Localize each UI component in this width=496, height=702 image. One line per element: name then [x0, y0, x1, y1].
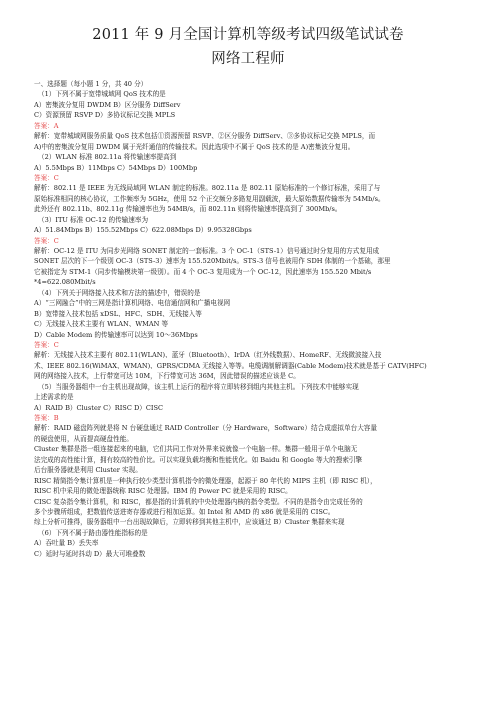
text-line: 原始标准相同的核心协议，工作频率为 5GHz，使用 52 个正交频分多路复用副载波，最大原始数据传输率为 54Mb/s。	[34, 194, 385, 203]
text-line: 解析：802.11 是 IEEE 为无线局域网 WLAN 制定的标准。802.11a 是 802.11 原始标准的一个修订标准，采用了与	[34, 184, 381, 193]
text-line: A）吞吐量 B）丢失率	[34, 539, 99, 548]
text-line: 后台服务器就是利用 Cluster 实现。	[34, 466, 142, 475]
question-line: （4）下列关于网络接入技术和方法的描述中，错误的是	[38, 288, 201, 297]
answer-line: 答案：B	[34, 414, 59, 422]
question-line: （3）ITU 标准 OC-12 的传输速率为	[38, 215, 149, 224]
text-line: 多个步骤所组成，把数值传送进寄存器或进行相加运算。如 Intel 和 AMD 的 x86 就是采用的 CISC。	[34, 507, 335, 516]
text-line: *4=622.080Mbit/s	[34, 278, 96, 287]
document-subtitle: 网络工程师	[211, 51, 285, 67]
text-line: 解析：OC-12 是 ITU 为同步光网络 SONET 制定的一套标准。3 个 OC-1（STS-1）信号通过时分复用的方式复用成	[34, 247, 380, 255]
answer-line: 答案：C	[34, 173, 59, 182]
text-line: A)中的密集波分复用 DWDM 属于光纤通信的传输技术。因此选项中不属于 QoS 技术的是 A)密集波分复用。	[34, 142, 355, 151]
text-line: 解析：RAID 磁盘阵列就是将 N 台硬盘通过 RAID Controller（分 Hardware，Software）结合成虚拟单台大容量	[34, 424, 377, 433]
text-line: 术、IEEE 802.16(WiMAX、WMAN)、GPRS/CDMA 无线接入等等。电缆调制解调器(Cable Modem)技术就是基于 CATV(HFC)	[34, 361, 427, 370]
text-line: C）资源预留 RSVP D）多协议标记交换 MPLS	[34, 111, 176, 120]
text-line: A）51.84Mbps B）155.52Mbps C）622.08Mbps D）9.95328Gbps	[34, 226, 252, 235]
text-line: A）5.5Mbps B）11Mbps C）54Mbps D）100Mbp	[34, 163, 198, 172]
text-line: D）Cable Modem 的传输速率可以达到 10～36Mbps	[34, 330, 198, 339]
question-line: （6）下列不属于路由器性能指标的是	[38, 528, 148, 537]
text-line: 解析：无线接入技术主要有 802.11(WLAN)、蓝牙（Bluetooth）、IrDA（红外线数据）、HomeRF、无线微波接入技	[34, 351, 382, 360]
question-line: （2）WLAN 标准 802.11a 将传输速率提高到	[38, 153, 177, 162]
text-line: RISC 机中采用的微处理器统称 RISC 处理器。IBM 的 Power PC 就是采用的 RISC。	[34, 487, 292, 496]
text-line: 它被指定为 STM-1（同步传输模块第一级别）。而 4 个 OC-3 复用成为一个 OC-12，因此速率为 155.520 Mbit/s	[34, 267, 372, 276]
question-line: （1）下列不属于宽带城域网 QoS 技术的是	[38, 90, 166, 99]
text-line: 的硬盘使用，从而提高硬盘性能。	[34, 434, 133, 443]
text-line: RISC 精简指令集计算机是一种执行较少类型计算机指令的微处理器，起源于 80 年代的 MIPS 主机（即 RISC 机），	[34, 476, 377, 485]
text-line: C）延时与延时抖动 D）最大可堆叠数	[34, 549, 146, 558]
text-line: Cluster 集群是指一组连接起来的电脑，它们共同工作对外界来说就像一个电脑一样。集群一般用于单个电脑无	[34, 445, 358, 454]
text-line: 此外还有 802.11b、802.11g 传输速率也为 54MB/s，而 802.11n 则将传输速率提高到了 300Mb/s。	[34, 205, 342, 214]
text-line: 一、选择题（每小题 1 分，共 40 分）	[34, 80, 148, 88]
answer-line: 答案：C	[34, 236, 59, 245]
text-line: CISC 复杂指令集计算机，和 RISC，都是指的计算机的中央处理器内核的指令类型。不同的是指令由完成任务的	[34, 497, 363, 506]
text-line: 解析：宽带城域网服务质量 QoS 技术包括①资源预留 RSVP、②区分服务 DiffServ、③多协议标记交换 MPLS，而	[34, 132, 376, 141]
text-line: A）密集波分复用 DWDM B）区分服务 DiffServ	[34, 100, 181, 109]
text-line: 网的网络接入技术，上行带宽可达 10M，下行带宽可达 36M，因此错误的描述应该是 C。	[34, 372, 300, 381]
answer-line: 答案：A	[34, 121, 59, 130]
text-line: B）宽带接入技术包括 xDSL、HFC、SDH、无线接入等	[34, 309, 202, 318]
text-line: C）无线接入技术主要有 WLAN、WMAN 等	[34, 320, 169, 329]
text-line: 法完成的高性能计算，拥有较高的性价比。可以实现负载均衡和性能优化。如 Baidu 和 Google 等大的搜索引擎	[34, 455, 363, 464]
question-line: （5）当服务器组中一台主机出现故障，该主机上运行的程序将立即转移到组内其他主机。下列技术中能够实现	[38, 382, 359, 391]
text-line: SONET 层次的下一个级别 OC-3（STS-3）速率为 155.520Mbit/s。STS-3 信号也被用作 SDH 体制的一个基础，那里	[34, 257, 391, 266]
document-title: 2011 年 9 月全国计算机等级考试四级笔试试卷	[92, 27, 404, 43]
text-line: 综上分析可推得，服务器组中一台出现故障后，立即转移到其他主机中，应该通过 B）Cluster 集群来实现	[34, 518, 345, 527]
document-body	[34, 79, 466, 559]
text-line: A）“三网融合”中的三网是指计算机网络、电信通信网和广播电视网	[34, 299, 231, 308]
answer-line: 答案：C	[34, 340, 59, 349]
text-line: 上述需求的是	[34, 393, 74, 402]
text-line: A）RAID B）Cluster C）RISC D）CISC	[34, 403, 164, 412]
